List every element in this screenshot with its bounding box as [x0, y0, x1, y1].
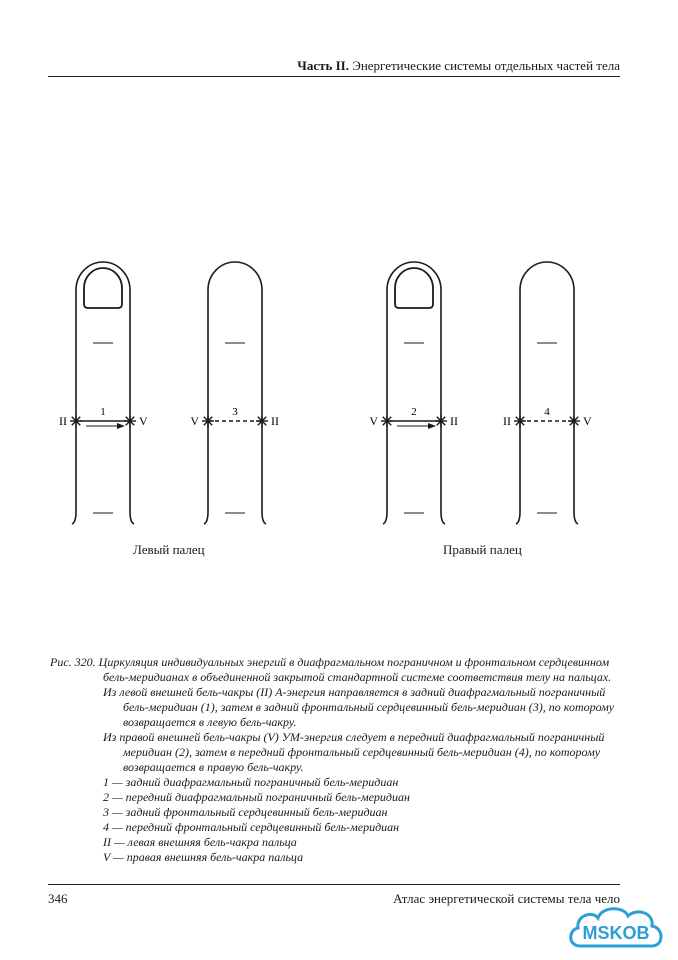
chakra-star-mark: [381, 415, 393, 427]
legend-item: 3 — задний фронтальный сердцевинный бель-меридиан: [103, 805, 388, 819]
chakra-label-right: II: [271, 414, 279, 428]
chakra-star-mark: [435, 415, 447, 427]
finger-outline: [72, 262, 134, 524]
left-finger-caption: Левый палец: [133, 542, 205, 557]
finger-outline: [204, 262, 266, 524]
header-title: Энергетические системы отдельных частей тела: [352, 58, 620, 73]
finger: [369, 262, 458, 524]
chakra-label-left: II: [503, 414, 511, 428]
legend-item: 2 — передний диафрагмальный пограничный бель-меридиан: [103, 790, 410, 804]
finger-outline: [383, 262, 445, 524]
chakra-star-mark: [124, 415, 136, 427]
fingernail: [84, 268, 122, 308]
chakra-star-mark: [568, 415, 580, 427]
fingernail: [395, 268, 433, 308]
footer-book-title: Атлас энергетической системы тела чело: [393, 891, 620, 906]
chakra-star-mark: [256, 415, 268, 427]
meridian-number: 2: [411, 406, 417, 418]
caption-paragraph-2: Из правой внешней бель-чакры (V) УМ-энергия следует в передний диафрагмальный пограничный меридиан (2), затем в передний фронтальный сердцевинный бель-меридиан (4), по которому возвращается в правую бель-чакру.: [103, 730, 605, 774]
caption-title: Циркуляция индивидуальных энергий в диафрагмальном пограничном и фронтальном сердцевинном бель-меридианах в объединенной закрытой стандартной системе соответствия телу на пальцах.: [98, 655, 612, 684]
caption-paragraph-1: Из левой внешней бель-чакры (II) А-энергия направляется в задний диафрагмальный пограничный бель-меридиан (1), затем в задний фронтальный сердцевинный бель-меридиан (3), по которому возвращается в левую бель-чакру.: [103, 685, 615, 729]
figure-number: Рис. 320.: [50, 655, 96, 669]
caption-lead: [50, 655, 630, 685]
meridian-number: 3: [232, 406, 238, 418]
page-number: 346: [48, 891, 68, 906]
meridian-number: 1: [100, 406, 106, 418]
legend-item: 4 — передний фронтальный сердцевинный бель-меридиан: [103, 820, 400, 834]
legend-item: II — левая внешняя бель-чакра пальца: [103, 835, 297, 849]
legend-item: V — правая внешняя бель-чакра пальца: [103, 850, 304, 864]
watermark-text: MSKOB: [582, 923, 650, 943]
chakra-label-right: V: [583, 414, 592, 428]
right-finger-caption: Правый палец: [443, 542, 522, 557]
chakra-star-mark: [514, 415, 526, 427]
header-part: Часть II.: [297, 58, 349, 73]
chakra-star-mark: [70, 415, 82, 427]
chakra-label-left: V: [369, 414, 378, 428]
watermark-logo: [566, 902, 668, 956]
chakra-label-left: V: [190, 414, 199, 428]
chakra-label-right: II: [450, 414, 458, 428]
figure-caption: [50, 655, 630, 865]
chakra-label-left: II: [59, 414, 67, 428]
chakra-star-mark: [202, 415, 214, 427]
finger-outline: [516, 262, 578, 524]
finger: [503, 262, 592, 524]
legend-item: 1 — задний диафрагмальный пограничный бель-меридиан: [103, 775, 399, 789]
meridian-number: 4: [544, 406, 550, 418]
finger: [59, 262, 148, 524]
finger: [190, 262, 279, 524]
running-footer: [48, 884, 620, 909]
chakra-label-right: V: [139, 414, 148, 428]
